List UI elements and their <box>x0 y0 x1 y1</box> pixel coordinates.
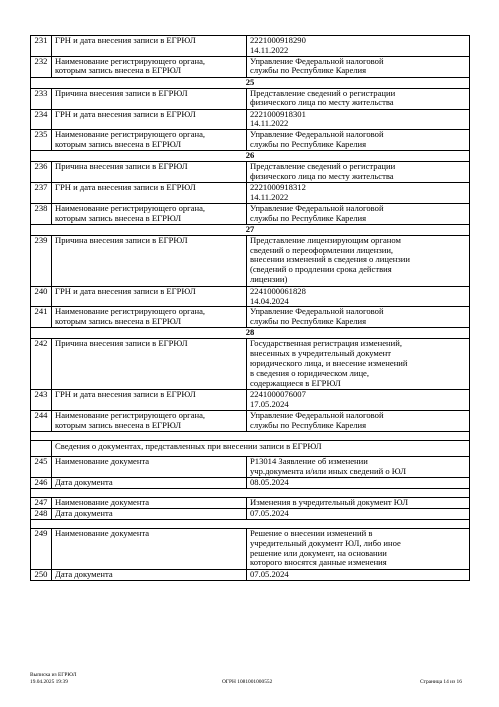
field-value: Изменения в учредительный документ ЮЛ <box>247 497 470 508</box>
field-value: Управление Федеральной налоговой службы по Республике Карелия <box>247 203 470 224</box>
egrul-records-body <box>31 36 470 581</box>
field-value: 2241000061828 14.04.2024 <box>247 286 470 307</box>
spacer-row <box>31 519 470 528</box>
field-value: 2221000918301 14.11.2022 <box>247 109 470 130</box>
row-number: 240 <box>31 286 52 307</box>
field-value: 08.05.2024 <box>247 477 470 488</box>
field-label: Наименование регистрирующего органа, которым запись внесена в ЕГРЮЛ <box>52 56 247 77</box>
field-label: Причина внесения записи в ЕГРЮЛ <box>52 162 247 183</box>
field-label: Наименование документа <box>52 497 247 508</box>
row-number: 244 <box>31 410 52 431</box>
row-number: 246 <box>31 477 52 488</box>
table-row <box>31 390 470 411</box>
field-value: Р13014 Заявление об изменении учр.документа и/или иных сведений о ЮЛ <box>247 456 470 477</box>
field-label: Наименование регистрирующего органа, которым запись внесена в ЕГРЮЛ <box>52 130 247 151</box>
footer-ogrn: ОГРН 1081001000552 <box>222 679 273 685</box>
row-number: 248 <box>31 508 52 519</box>
spacer-cell <box>31 488 470 497</box>
footer-extract-info: Выписка из ЕГРЮЛ 19.04.2025 19:39 <box>30 672 77 685</box>
table-row <box>31 286 470 307</box>
row-number: 241 <box>31 307 52 328</box>
table-row <box>31 497 470 508</box>
field-label: Дата документа <box>52 569 247 580</box>
section-number-row <box>31 77 470 88</box>
field-label: Дата документа <box>52 477 247 488</box>
section-number-row <box>31 328 470 339</box>
field-label: Причина внесения записи в ЕГРЮЛ <box>52 88 247 109</box>
field-value: 07.05.2024 <box>247 508 470 519</box>
field-value: Управление Федеральной налоговой службы по Республике Карелия <box>247 307 470 328</box>
row-number: 232 <box>31 56 52 77</box>
documents-section-title: Сведения о документах, представленных при внесении записи в ЕГРЮЛ <box>52 440 470 456</box>
field-label: Наименование регистрирующего органа, которым запись внесена в ЕГРЮЛ <box>52 203 247 224</box>
table-row <box>31 339 470 390</box>
field-value: Решение о внесении изменений в учредительный документ ЮЛ, либо иное решение или документ, на основании которого вносятся данные изменения <box>247 528 470 569</box>
field-value: 07.05.2024 <box>247 569 470 580</box>
row-number: 247 <box>31 497 52 508</box>
footer-page-number: Страница 14 из 16 <box>420 679 462 685</box>
section-number-row <box>31 151 470 162</box>
egrul-records-table <box>30 35 470 581</box>
table-row <box>31 183 470 204</box>
documents-header-row <box>31 440 470 456</box>
spacer-cell <box>31 519 470 528</box>
field-value: Представление лицензирующим органом сведений о переоформлении лицензии, внесении изменений в сведения о лицензии (сведений о продлении срока действия лицензии) <box>247 235 470 286</box>
row-number: 237 <box>31 183 52 204</box>
section-number: 28 <box>31 328 470 339</box>
row-number: 236 <box>31 162 52 183</box>
table-row <box>31 528 470 569</box>
empty-cell <box>31 440 52 456</box>
field-value: Управление Федеральной налоговой службы по Республике Карелия <box>247 410 470 431</box>
row-number: 239 <box>31 235 52 286</box>
field-value: Управление Федеральной налоговой службы по Республике Карелия <box>247 130 470 151</box>
row-number: 238 <box>31 203 52 224</box>
row-number: 235 <box>31 130 52 151</box>
spacer-cell <box>31 431 470 440</box>
field-label: ГРН и дата внесения записи в ЕГРЮЛ <box>52 183 247 204</box>
field-value: Представление сведений о регистрации физического лица по месту жительства <box>247 88 470 109</box>
field-label: ГРН и дата внесения записи в ЕГРЮЛ <box>52 390 247 411</box>
table-row <box>31 569 470 580</box>
field-label: Причина внесения записи в ЕГРЮЛ <box>52 235 247 286</box>
table-row <box>31 508 470 519</box>
row-number: 233 <box>31 88 52 109</box>
section-number: 25 <box>31 77 470 88</box>
row-number: 250 <box>31 569 52 580</box>
table-row <box>31 477 470 488</box>
row-number: 234 <box>31 109 52 130</box>
spacer-row <box>31 431 470 440</box>
field-label: Наименование регистрирующего органа, которым запись внесена в ЕГРЮЛ <box>52 410 247 431</box>
table-row <box>31 88 470 109</box>
field-label: ГРН и дата внесения записи в ЕГРЮЛ <box>52 36 247 57</box>
spacer-row <box>31 488 470 497</box>
field-label: ГРН и дата внесения записи в ЕГРЮЛ <box>52 109 247 130</box>
table-row <box>31 162 470 183</box>
table-row <box>31 203 470 224</box>
field-label: Дата документа <box>52 508 247 519</box>
section-number: 26 <box>31 151 470 162</box>
table-row <box>31 109 470 130</box>
field-label: Наименование регистрирующего органа, которым запись внесена в ЕГРЮЛ <box>52 307 247 328</box>
field-value: 2241000076007 17.05.2024 <box>247 390 470 411</box>
field-value: Управление Федеральной налоговой службы по Республике Карелия <box>247 56 470 77</box>
field-label: Наименование документа <box>52 528 247 569</box>
table-row <box>31 456 470 477</box>
row-number: 249 <box>31 528 52 569</box>
field-value: 2221000918312 14.11.2022 <box>247 183 470 204</box>
table-row <box>31 36 470 57</box>
field-label: Причина внесения записи в ЕГРЮЛ <box>52 339 247 390</box>
field-label: Наименование документа <box>52 456 247 477</box>
section-number: 27 <box>31 224 470 235</box>
field-value: Представление сведений о регистрации физического лица по месту жительства <box>247 162 470 183</box>
field-label: ГРН и дата внесения записи в ЕГРЮЛ <box>52 286 247 307</box>
section-number-row <box>31 224 470 235</box>
field-value: 2221000918290 14.11.2022 <box>247 36 470 57</box>
table-row <box>31 235 470 286</box>
row-number: 245 <box>31 456 52 477</box>
table-row <box>31 56 470 77</box>
table-row <box>31 130 470 151</box>
table-row <box>31 410 470 431</box>
field-value: Государственная регистрация изменений, внесенных в учредительный документ юридического лица, и внесение изменений в сведения о юридическом лице, содержащиеся в ЕГРЮЛ <box>247 339 470 390</box>
row-number: 231 <box>31 36 52 57</box>
row-number: 243 <box>31 390 52 411</box>
row-number: 242 <box>31 339 52 390</box>
table-row <box>31 307 470 328</box>
